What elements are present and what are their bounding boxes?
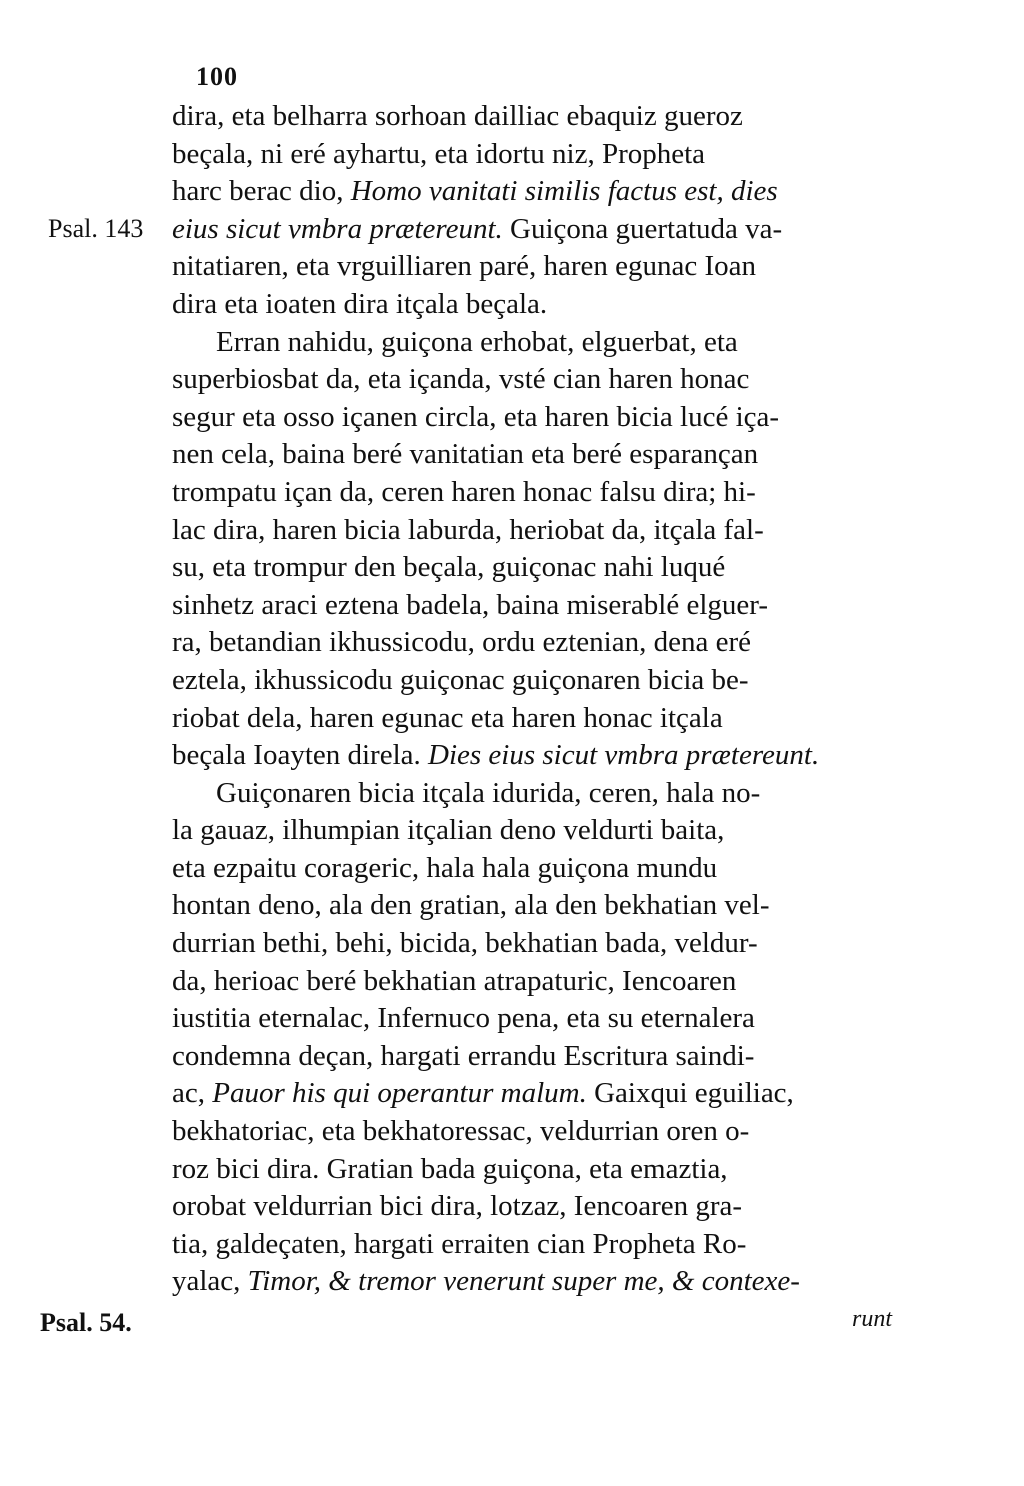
text-line bbox=[172, 286, 912, 324]
body-text bbox=[172, 98, 912, 1339]
text-segment: roz bici dira. Gratian bada guiçona, eta emaztia, bbox=[172, 1152, 728, 1185]
text-line bbox=[172, 512, 912, 550]
text-line bbox=[172, 1226, 912, 1264]
catchword bbox=[172, 1301, 912, 1339]
text-segment: yalac, bbox=[172, 1265, 248, 1298]
text-segment: Gaixqui eguiliac, bbox=[594, 1077, 794, 1110]
text-segment: Erran nahidu, guiçona erhobat, elguerbat, eta bbox=[216, 325, 738, 358]
catchword-text: runt bbox=[851, 1306, 892, 1332]
text-line bbox=[172, 361, 912, 399]
text-segment: eta ezpaitu corageric, hala hala guiçona mundu bbox=[172, 851, 718, 884]
text-segment: beçala Ioayten direla. bbox=[172, 739, 429, 772]
text-line bbox=[172, 963, 912, 1001]
text-line bbox=[172, 850, 912, 888]
text-line bbox=[172, 98, 912, 136]
text-line bbox=[172, 700, 912, 738]
text-line bbox=[172, 136, 912, 174]
text-line bbox=[172, 624, 912, 662]
text-segment: su, eta trompur den beçala, guiçonac nahi luqué bbox=[172, 551, 726, 584]
text-line bbox=[172, 173, 912, 211]
text-line bbox=[172, 1000, 912, 1038]
text-segment: tia, galdeçaten, hargati erraiten cian Propheta Ro- bbox=[172, 1227, 747, 1260]
text-line bbox=[172, 399, 912, 437]
text-line bbox=[172, 812, 912, 850]
text-segment: eztela, ikhussicodu guiçonac guiçonaren bicia be- bbox=[172, 663, 749, 696]
text-segment: la gauaz, ilhumpian itçalian deno veldurti baita, bbox=[172, 814, 725, 847]
text-line bbox=[172, 662, 912, 700]
text-line bbox=[172, 436, 912, 474]
text-segment: harc berac dio, bbox=[172, 175, 351, 208]
text-segment: condemna deçan, hargati errandu Escritura saindi- bbox=[172, 1039, 755, 1072]
text-line bbox=[172, 1075, 912, 1113]
text-segment: trompatu içan da, ceren haren honac falsu dira; hi- bbox=[172, 475, 756, 508]
text-line bbox=[172, 1038, 912, 1076]
text-segment: iustitia eternalac, Infernuco pena, eta su eternalera bbox=[172, 1002, 755, 1035]
text-line bbox=[172, 248, 912, 286]
text-segment: nen cela, baina beré vanitatian eta beré esparançan bbox=[172, 438, 759, 471]
text-segment: nitatiaren, eta vrguilliaren paré, haren egunac Ioan bbox=[172, 250, 757, 283]
text-segment: Guiçonaren bicia itçala idurida, ceren, hala no- bbox=[216, 776, 761, 809]
text-segment: superbiosbat da, eta içanda, vsté cian haren honac bbox=[172, 363, 750, 396]
text-line bbox=[172, 474, 912, 512]
text-segment: orobat veldurrian bici dira, lotzaz, Iencoaren gra- bbox=[172, 1190, 743, 1223]
text-line bbox=[172, 887, 912, 925]
page-number: 100 bbox=[196, 62, 238, 91]
latin-quote: Pauor his qui operantur malum. bbox=[212, 1077, 595, 1110]
text-line bbox=[172, 1188, 912, 1226]
text-segment: segur eta osso içanen circla, eta haren bicia lucé iça- bbox=[172, 400, 780, 433]
text-line bbox=[172, 1263, 912, 1301]
text-line bbox=[172, 549, 912, 587]
text-segment: bekhatoriac, eta bekhatoressac, veldurrian oren o- bbox=[172, 1115, 750, 1148]
text-segment: beçala, ni eré ayhartu, eta idortu niz, Propheta bbox=[172, 137, 706, 170]
text-segment: riobat dela, haren egunac eta haren honac itçala bbox=[172, 701, 723, 734]
text-line bbox=[172, 775, 912, 813]
text-segment: durrian bethi, behi, bicida, bekhatian bada, veldur- bbox=[172, 927, 758, 960]
text-line bbox=[172, 587, 912, 625]
text-line bbox=[172, 211, 912, 249]
latin-quote: eius sicut vmbra prætereunt. bbox=[172, 212, 511, 245]
text-line bbox=[172, 1113, 912, 1151]
latin-quote: Homo vanitati similis factus est, dies bbox=[350, 175, 778, 208]
margin-note-psalm-143: Psal. 143 bbox=[48, 214, 144, 243]
text-line bbox=[172, 737, 912, 775]
text-segment: dira eta ioaten dira itçala beçala. bbox=[172, 287, 548, 320]
text-segment: lac dira, haren bicia laburda, heriobat da, itçala fal- bbox=[172, 513, 764, 546]
text-segment: hontan deno, ala den gratian, ala den bekhatian vel- bbox=[172, 889, 770, 922]
text-line bbox=[172, 1151, 912, 1189]
text-line bbox=[172, 925, 912, 963]
text-segment: ra, betandian ikhussicodu, ordu eztenian, dena eré bbox=[172, 626, 751, 659]
text-segment: sinhetz araci eztena badela, baina miserablé elguer- bbox=[172, 588, 769, 621]
latin-quote: Timor, & tremor venerunt super me, & contexe- bbox=[247, 1265, 800, 1298]
text-segment: da, herioac beré bekhatian atrapaturic, Iencoaren bbox=[172, 964, 737, 997]
margin-note-psalm-54: Psal. 54. bbox=[40, 1308, 132, 1337]
text-line bbox=[172, 324, 912, 362]
latin-quote: Dies eius sicut vmbra prætereunt. bbox=[428, 739, 820, 772]
text-segment: Guiçona guertatuda va- bbox=[510, 212, 783, 245]
text-segment: dira, eta belharra sorhoan dailliac ebaquiz gueroz bbox=[172, 100, 743, 132]
text-segment: ac, bbox=[172, 1077, 213, 1110]
